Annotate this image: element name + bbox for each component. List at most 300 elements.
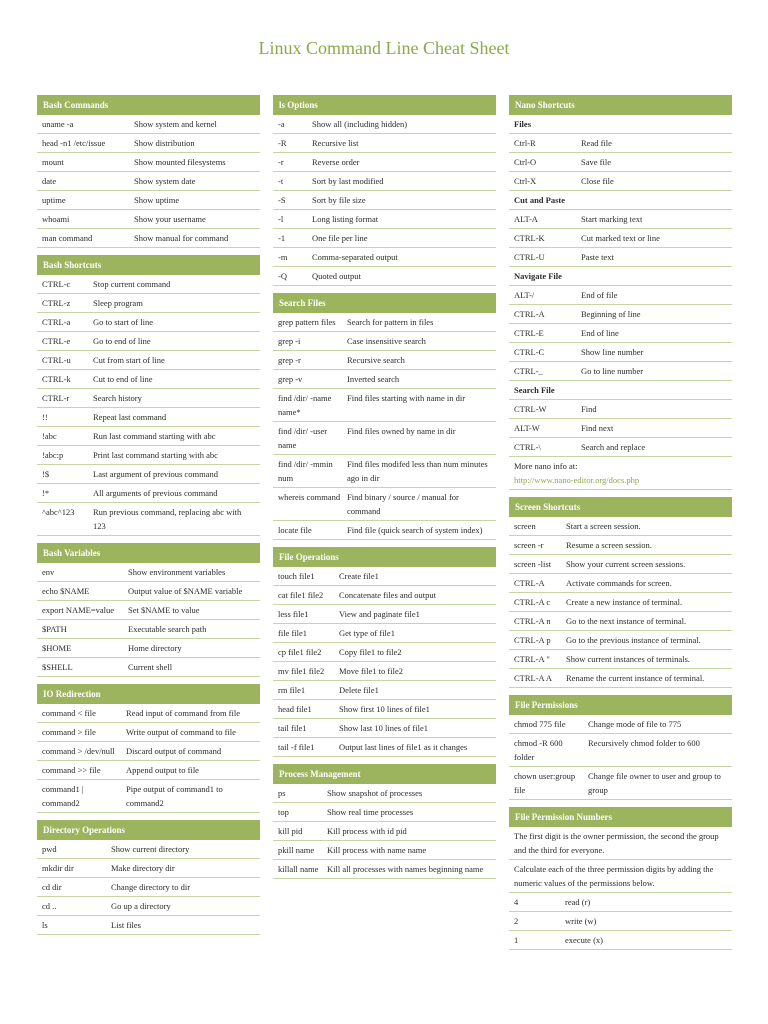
- table-row: [273, 229, 496, 248]
- table-row: [37, 427, 260, 446]
- description-cell: Create a new instance of terminal.: [566, 597, 683, 607]
- ls-options-header: ls Options: [273, 95, 496, 115]
- table-row: [37, 601, 260, 620]
- command-cell: CTRL-k: [42, 374, 71, 384]
- table-row: [37, 723, 260, 742]
- description-cell: Copy file1 to file2: [339, 647, 402, 657]
- command-cell: command > /dev/null: [42, 746, 115, 756]
- table-row: [37, 191, 260, 210]
- table-row: [509, 574, 732, 593]
- command-cell: !!: [42, 412, 48, 422]
- command-cell: cd dir: [42, 882, 62, 892]
- subheading-label: Search File: [514, 385, 555, 395]
- screen-shortcuts-section: [509, 497, 732, 688]
- table-row: [37, 878, 260, 897]
- description-cell: Start marking text: [581, 214, 643, 224]
- table-row: [273, 605, 496, 624]
- command-cell: rm file1: [278, 685, 306, 695]
- nano-shortcuts-section: [509, 95, 732, 490]
- table-row: [37, 210, 260, 229]
- command-cell: CTRL-c: [42, 279, 71, 289]
- table-row: [273, 422, 496, 455]
- description-cell: Case insensitive search: [347, 336, 426, 346]
- subheading: [509, 115, 732, 134]
- description-cell: Beginning of line: [581, 309, 641, 319]
- table-row: [37, 115, 260, 134]
- table-row: [273, 700, 496, 719]
- docs-link: http://www.nano-editor.org/docs.php: [514, 475, 640, 485]
- table-row: [37, 704, 260, 723]
- description-cell: Show last 10 lines of file1: [339, 723, 429, 733]
- bash-shortcuts-header: Bash Shortcuts: [37, 255, 260, 275]
- description-cell: Change file owner to user and group to group: [588, 771, 721, 795]
- command-cell: screen -r: [514, 540, 544, 550]
- description-cell: Find binary / source / manual for command: [347, 492, 459, 516]
- table-row: [37, 563, 260, 582]
- description-cell: Read input of command from file: [126, 708, 241, 718]
- description-cell: Home directory: [128, 643, 182, 653]
- command-cell: killall name: [278, 864, 319, 874]
- note-paragraph: [509, 860, 732, 893]
- io-redirection-header: IO Redirection: [37, 684, 260, 704]
- description-cell: Go to end of line: [93, 336, 151, 346]
- description-cell: Reverse order: [312, 157, 360, 167]
- ls-options-section: [273, 95, 496, 286]
- command-cell: CTRL-W: [514, 404, 547, 414]
- description-cell: Show system date: [134, 176, 196, 186]
- description-cell: Search for pattern in files: [347, 317, 434, 327]
- description-cell: Run last command starting with abc: [93, 431, 216, 441]
- description-cell: Sort by last modified: [312, 176, 384, 186]
- description-cell: Find file (quick search of system index): [347, 525, 483, 535]
- bash-variables-header: Bash Variables: [37, 543, 260, 563]
- description-cell: Cut marked text or line: [581, 233, 660, 243]
- table-row: [273, 567, 496, 586]
- table-row: [273, 370, 496, 389]
- description-cell: Executable search path: [128, 624, 207, 634]
- command-cell: ^abc^123: [42, 507, 75, 517]
- description-cell: Rename the current instance of terminal.: [566, 673, 705, 683]
- description-cell: Show real time processes: [327, 807, 414, 817]
- description-cell: Stop current command: [93, 279, 171, 289]
- description-cell: Get type of file1: [339, 628, 395, 638]
- command-cell: CTRL-A: [514, 309, 545, 319]
- command-cell: CTRL-A A: [514, 673, 553, 683]
- description-cell: Change mode of file to 775: [588, 719, 682, 729]
- command-cell: CTRL-C: [514, 347, 545, 357]
- description-cell: Close file: [581, 176, 614, 186]
- table-row: [273, 248, 496, 267]
- description-cell: Create file1: [339, 571, 379, 581]
- table-row: [509, 343, 732, 362]
- table-row: [509, 767, 732, 800]
- table-row: [509, 438, 732, 457]
- command-cell: 4: [514, 897, 519, 907]
- process-management-header: Process Management: [273, 764, 496, 784]
- command-cell: ALT-W: [514, 423, 540, 433]
- command-cell: find /dir/ -name name*: [278, 393, 332, 417]
- command-cell: mkdir dir: [42, 863, 74, 873]
- description-cell: Cut from start of line: [93, 355, 165, 365]
- command-cell: head -n1 /etc/issue: [42, 138, 106, 148]
- description-cell: Sort by file size: [312, 195, 366, 205]
- description-cell: read (r): [565, 897, 591, 907]
- table-row: [273, 521, 496, 540]
- command-cell: echo $NAME: [42, 586, 90, 596]
- io-redirection-section: [37, 684, 260, 813]
- command-cell: -r: [278, 157, 284, 167]
- description-cell: Show your username: [134, 214, 206, 224]
- command-cell: mv file1 file2: [278, 666, 325, 676]
- table-row: [509, 324, 732, 343]
- description-cell: Find next: [581, 423, 614, 433]
- column-1: [37, 95, 260, 942]
- description-cell: Show your current screen sessions.: [566, 559, 686, 569]
- command-cell: CTRL-A n: [514, 616, 551, 626]
- file-permission-numbers-section: [509, 807, 732, 950]
- table-row: [273, 332, 496, 351]
- description-cell: Find files modifed less than num minutes ago in dir: [347, 459, 488, 483]
- description-cell: Change directory to dir: [111, 882, 191, 892]
- description-cell: Go to start of line: [93, 317, 153, 327]
- table-row: [509, 286, 732, 305]
- command-cell: less file1: [278, 609, 309, 619]
- description-cell: Search and replace: [581, 442, 646, 452]
- description-cell: Show manual for command: [134, 233, 229, 243]
- command-cell: mount: [42, 157, 64, 167]
- table-row: [273, 662, 496, 681]
- table-row: [273, 738, 496, 757]
- command-cell: $SHELL: [42, 662, 73, 672]
- table-row: [273, 841, 496, 860]
- description-cell: End of file: [581, 290, 618, 300]
- description-cell: Show all (including hidden): [312, 119, 408, 129]
- description-cell: Output last lines of file1 as it changes: [339, 742, 468, 752]
- command-cell: -Q: [278, 271, 287, 281]
- table-row: [509, 893, 732, 912]
- description-cell: Output value of $NAME variable: [128, 586, 243, 596]
- command-cell: -l: [278, 214, 284, 224]
- description-cell: Go to the previous instance of terminal.: [566, 635, 701, 645]
- table-row: [37, 275, 260, 294]
- table-row: [273, 681, 496, 700]
- description-cell: Start a screen session.: [566, 521, 641, 531]
- command-cell: top: [278, 807, 289, 817]
- table-row: [509, 650, 732, 669]
- description-cell: Kill process with name name: [327, 845, 427, 855]
- table-row: [273, 803, 496, 822]
- table-row: [37, 742, 260, 761]
- table-row: [37, 465, 260, 484]
- command-cell: -1: [278, 233, 286, 243]
- table-row: [273, 624, 496, 643]
- description-cell: Show snapshot of processes: [327, 788, 423, 798]
- table-row: [509, 305, 732, 324]
- command-cell: whereis command: [278, 492, 341, 502]
- file-permission-numbers-header: File Permission Numbers: [509, 807, 732, 827]
- command-cell: -S: [278, 195, 286, 205]
- table-row: [37, 370, 260, 389]
- command-cell: CTRL-a: [42, 317, 71, 327]
- note-paragraph: [509, 457, 732, 490]
- command-cell: CTRL-U: [514, 252, 545, 262]
- subheading-label: Navigate File: [514, 271, 562, 281]
- command-cell: CTRL-K: [514, 233, 545, 243]
- command-cell: command1 | command2: [42, 784, 84, 808]
- subheading: [509, 191, 732, 210]
- command-cell: CTRL-_: [514, 366, 543, 376]
- description-cell: Discard output of command: [126, 746, 222, 756]
- command-cell: $PATH: [42, 624, 67, 634]
- table-row: [37, 916, 260, 935]
- table-row: [273, 153, 496, 172]
- command-cell: command > file: [42, 727, 96, 737]
- table-row: [273, 267, 496, 286]
- description-cell: Show line number: [581, 347, 644, 357]
- table-row: [273, 860, 496, 879]
- command-cell: CTRL-z: [42, 298, 71, 308]
- description-cell: Comma-separated output: [312, 252, 398, 262]
- table-row: [273, 719, 496, 738]
- bash-commands-header: Bash Commands: [37, 95, 260, 115]
- subheading-label: Files: [514, 119, 531, 129]
- command-cell: ALT-/: [514, 290, 535, 300]
- command-cell: grep -r: [278, 355, 301, 365]
- directory-operations-section: [37, 820, 260, 935]
- description-cell: Go to line number: [581, 366, 644, 376]
- table-row: [37, 408, 260, 427]
- command-cell: CTRL-A: [514, 578, 545, 588]
- command-cell: -t: [278, 176, 284, 186]
- column-2: [273, 95, 496, 886]
- description-cell: Kill all processes with names beginning name: [327, 864, 484, 874]
- table-row: [37, 153, 260, 172]
- description-cell: Find: [581, 404, 597, 414]
- table-row: [37, 172, 260, 191]
- note-paragraph: [509, 827, 732, 860]
- table-row: [37, 897, 260, 916]
- table-row: [37, 639, 260, 658]
- command-cell: uptime: [42, 195, 66, 205]
- note-text: Calculate each of the three permission digits by adding the numeric values of the permissions below.: [514, 864, 714, 888]
- table-row: [509, 362, 732, 381]
- description-cell: Last argument of previous command: [93, 469, 218, 479]
- description-cell: write (w): [565, 916, 597, 926]
- table-row: [509, 134, 732, 153]
- description-cell: Show mounted filesystems: [134, 157, 226, 167]
- description-cell: Write output of command to file: [126, 727, 236, 737]
- description-cell: Show system and kernel: [134, 119, 217, 129]
- table-row: [509, 734, 732, 767]
- table-row: [509, 248, 732, 267]
- command-cell: Ctrl-R: [514, 138, 536, 148]
- search-files-section: [273, 293, 496, 540]
- command-cell: grep pattern files: [278, 317, 336, 327]
- file-permissions-section: [509, 695, 732, 800]
- command-cell: screen: [514, 521, 536, 531]
- description-cell: execute (x): [565, 935, 603, 945]
- description-cell: Show current directory: [111, 844, 190, 854]
- table-row: [273, 586, 496, 605]
- command-cell: screen -list: [514, 559, 552, 569]
- description-cell: Find files owned by name in dir: [347, 426, 456, 436]
- description-cell: Delete file1: [339, 685, 379, 695]
- command-cell: CTRL-e: [42, 336, 71, 346]
- description-cell: List files: [111, 920, 141, 930]
- bash-variables-section: [37, 543, 260, 677]
- table-row: [509, 931, 732, 950]
- command-cell: pkill name: [278, 845, 315, 855]
- command-cell: command < file: [42, 708, 96, 718]
- table-row: [273, 488, 496, 521]
- command-cell: find /dir/ -mmin num: [278, 459, 333, 483]
- command-cell: find /dir/ -user name: [278, 426, 328, 450]
- table-row: [37, 582, 260, 601]
- table-row: [37, 780, 260, 813]
- command-cell: chown user:group file: [514, 771, 576, 795]
- description-cell: Repeat last command: [93, 412, 167, 422]
- command-cell: 2: [514, 916, 519, 926]
- description-cell: Print last command starting with abc: [93, 450, 218, 460]
- table-row: [509, 172, 732, 191]
- command-cell: tail file1: [278, 723, 307, 733]
- note-text: More nano info at:: [514, 461, 578, 471]
- description-cell: Append output to file: [126, 765, 199, 775]
- command-cell: !abc: [42, 431, 57, 441]
- description-cell: Show first 10 lines of file1: [339, 704, 430, 714]
- description-cell: Resume a screen session.: [566, 540, 652, 550]
- table-row: [273, 172, 496, 191]
- table-row: [509, 153, 732, 172]
- table-row: [37, 294, 260, 313]
- description-cell: Recursive search: [347, 355, 405, 365]
- command-cell: touch file1: [278, 571, 315, 581]
- table-row: [273, 389, 496, 422]
- command-cell: -m: [278, 252, 288, 262]
- table-row: [37, 351, 260, 370]
- description-cell: Pipe output of command1 to command2: [126, 784, 223, 808]
- description-cell: Find files starting with name in dir: [347, 393, 466, 403]
- table-row: [37, 840, 260, 859]
- table-row: [37, 389, 260, 408]
- description-cell: Current shell: [128, 662, 173, 672]
- description-cell: Cut to end of line: [93, 374, 153, 384]
- description-cell: Read file: [581, 138, 612, 148]
- table-row: [273, 313, 496, 332]
- table-row: [37, 761, 260, 780]
- description-cell: Go up a directory: [111, 901, 171, 911]
- description-cell: Show environment variables: [128, 567, 226, 577]
- command-cell: CTRL-\: [514, 442, 541, 452]
- table-row: [509, 555, 732, 574]
- command-cell: cd ..: [42, 901, 57, 911]
- command-cell: env: [42, 567, 55, 577]
- description-cell: Show current instances of terminals.: [566, 654, 690, 664]
- bash-commands-section: [37, 95, 260, 248]
- table-row: [37, 332, 260, 351]
- table-row: [37, 859, 260, 878]
- directory-operations-header: Directory Operations: [37, 820, 260, 840]
- table-row: [273, 455, 496, 488]
- table-row: [273, 784, 496, 803]
- table-row: [273, 210, 496, 229]
- note-text: The first digit is the owner permission, the second the group and the third for everyone.: [514, 831, 719, 855]
- command-cell: CTRL-A p: [514, 635, 551, 645]
- command-cell: Ctrl-O: [514, 157, 537, 167]
- description-cell: Search history: [93, 393, 142, 403]
- command-cell: CTRL-r: [42, 393, 70, 403]
- table-row: [273, 822, 496, 841]
- table-row: [509, 517, 732, 536]
- command-cell: Ctrl-X: [514, 176, 537, 186]
- command-cell: CTRL-u: [42, 355, 71, 365]
- command-cell: ALT-A: [514, 214, 538, 224]
- command-cell: uname -a: [42, 119, 74, 129]
- description-cell: Quoted output: [312, 271, 361, 281]
- command-cell: tail -f file1: [278, 742, 315, 752]
- command-cell: command >> file: [42, 765, 101, 775]
- table-row: [37, 484, 260, 503]
- command-cell: 1: [514, 935, 519, 945]
- command-cell: date: [42, 176, 57, 186]
- command-cell: !*: [42, 488, 50, 498]
- command-cell: whoami: [42, 214, 70, 224]
- table-row: [509, 400, 732, 419]
- description-cell: Run previous command, replacing abc with 123: [93, 507, 242, 531]
- subheading: [509, 267, 732, 286]
- table-row: [509, 612, 732, 631]
- table-row: [509, 229, 732, 248]
- subheading: [509, 381, 732, 400]
- description-cell: Activate commands for screen.: [566, 578, 672, 588]
- command-cell: pwd: [42, 844, 57, 854]
- description-cell: One file per line: [312, 233, 368, 243]
- table-row: [509, 536, 732, 555]
- command-cell: ls: [42, 920, 48, 930]
- command-cell: head file1: [278, 704, 312, 714]
- command-cell: ps: [278, 788, 286, 798]
- description-cell: Make directory dir: [111, 863, 175, 873]
- description-cell: Set $NAME to value: [128, 605, 200, 615]
- table-row: [37, 620, 260, 639]
- bash-shortcuts-section: [37, 255, 260, 536]
- nano-shortcuts-header: Nano Shortcuts: [509, 95, 732, 115]
- command-cell: CTRL-A ": [514, 654, 550, 664]
- description-cell: View and paginate file1: [339, 609, 420, 619]
- command-cell: $HOME: [42, 643, 72, 653]
- table-row: [509, 715, 732, 734]
- description-cell: Inverted search: [347, 374, 400, 384]
- table-row: [37, 313, 260, 332]
- table-row: [509, 631, 732, 650]
- description-cell: Paste text: [581, 252, 614, 262]
- description-cell: Recursively chmod folder to 600: [588, 738, 700, 748]
- command-cell: CTRL-E: [514, 328, 544, 338]
- table-row: [37, 658, 260, 677]
- search-files-header: Search Files: [273, 293, 496, 313]
- table-row: [37, 503, 260, 536]
- table-row: [273, 134, 496, 153]
- column-3: [509, 95, 732, 957]
- command-cell: locate file: [278, 525, 312, 535]
- file-permissions-header: File Permissions: [509, 695, 732, 715]
- command-cell: -R: [278, 138, 287, 148]
- command-cell: file file1: [278, 628, 308, 638]
- page-title: Linux Command Line Cheat Sheet: [258, 38, 510, 58]
- table-row: [37, 446, 260, 465]
- command-cell: cp file1 file2: [278, 647, 322, 657]
- description-cell: Recursive list: [312, 138, 359, 148]
